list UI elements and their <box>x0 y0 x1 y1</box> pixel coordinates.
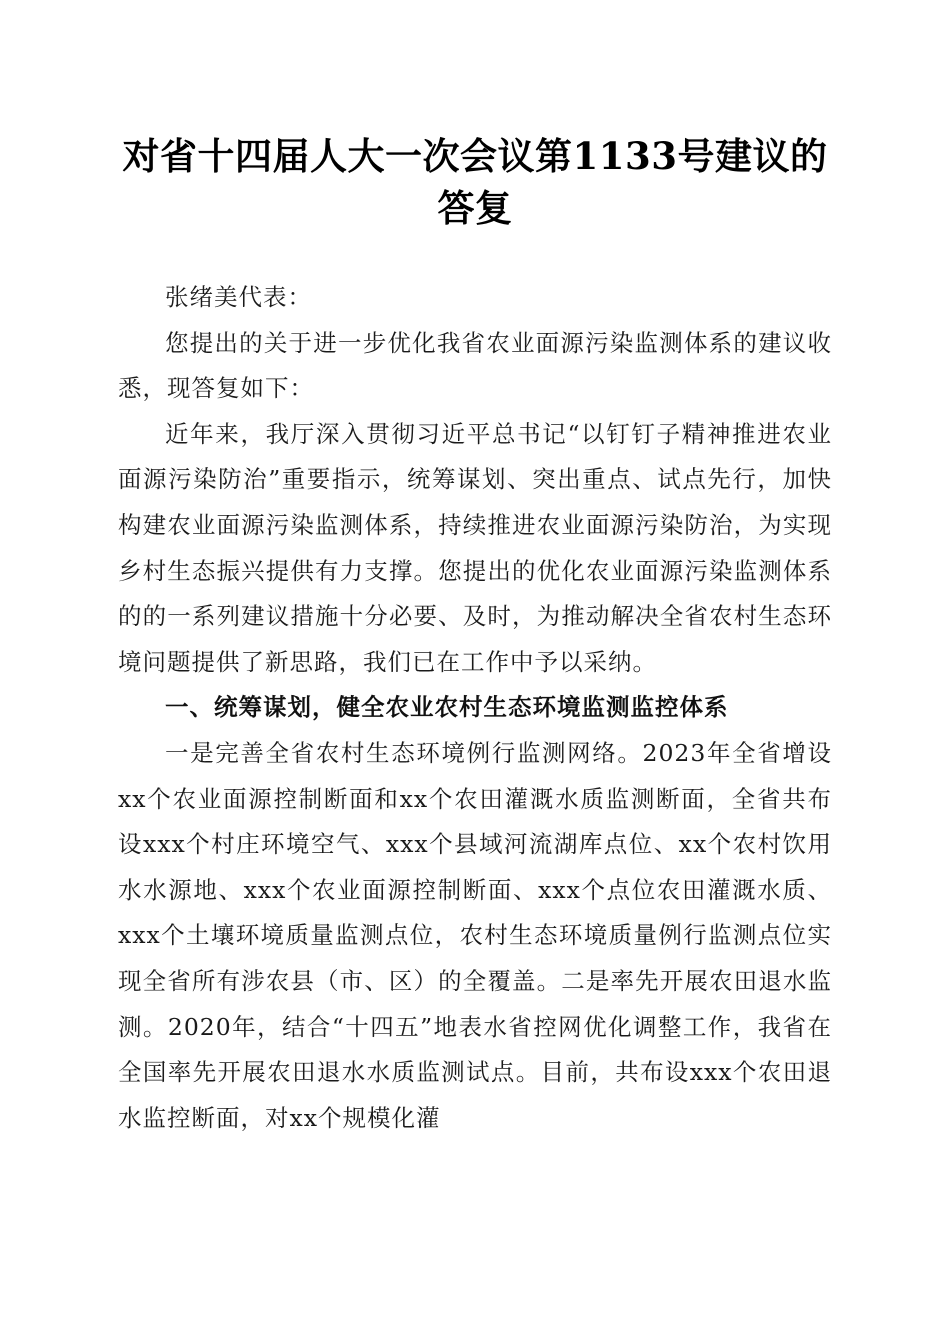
document-body <box>118 275 832 1141</box>
section-heading-1: 一、统筹谋划，健全农业农村生态环境监测监控体系 <box>165 693 729 722</box>
paragraph-acknowledgement: 您提出的关于进一步优化我省农业面源污染监测体系的建议收悉，现答复如下： <box>118 328 832 403</box>
paragraph-monitoring-network: 一是完善全省农村生态环境例行监测网络。2023年全省增设xx个农业面源控制断面和xx个农田灌溉水质监测断面，全省共布设xxx个村庄环境空气、xxx个县域河流湖库点位、xx个农村饮用水水源地、xxx个农业面源控制断面、xxx个点位农田灌溉水质、xxx个土壤环境质量监测点位，农村生态环境质量例行监测点位实现全省所有涉农县（市、区）的全覆盖。二是率先开展农田退水监测。2020年，结合“十四五”地表水省控网优化调整工作，我省在全国率先开展农田退水水质监测试点。目前，共布设xxx个农田退水监控断面，对xx个规模化灌 <box>118 738 832 1132</box>
paragraph-overview: 近年来，我厅深入贯彻习近平总书记“以钉钉子精神推进农业面源污染防治”重要指示，统筹谋划、突出重点、试点先行，加快构建农业面源污染监测体系，持续推进农业面源污染防治，为实现乡村生态振兴提供有力支撑。您提出的优化农业面源污染监测体系的的一系列建议措施十分必要、及时，为推动解决全省农村生态环境问题提供了新思路，我们已在工作中予以采纳。 <box>118 419 832 676</box>
document-title: 对省十四届人大一次会议第1133号建议的答复 <box>122 134 828 230</box>
salutation: 张绪美代表： <box>165 283 312 311</box>
